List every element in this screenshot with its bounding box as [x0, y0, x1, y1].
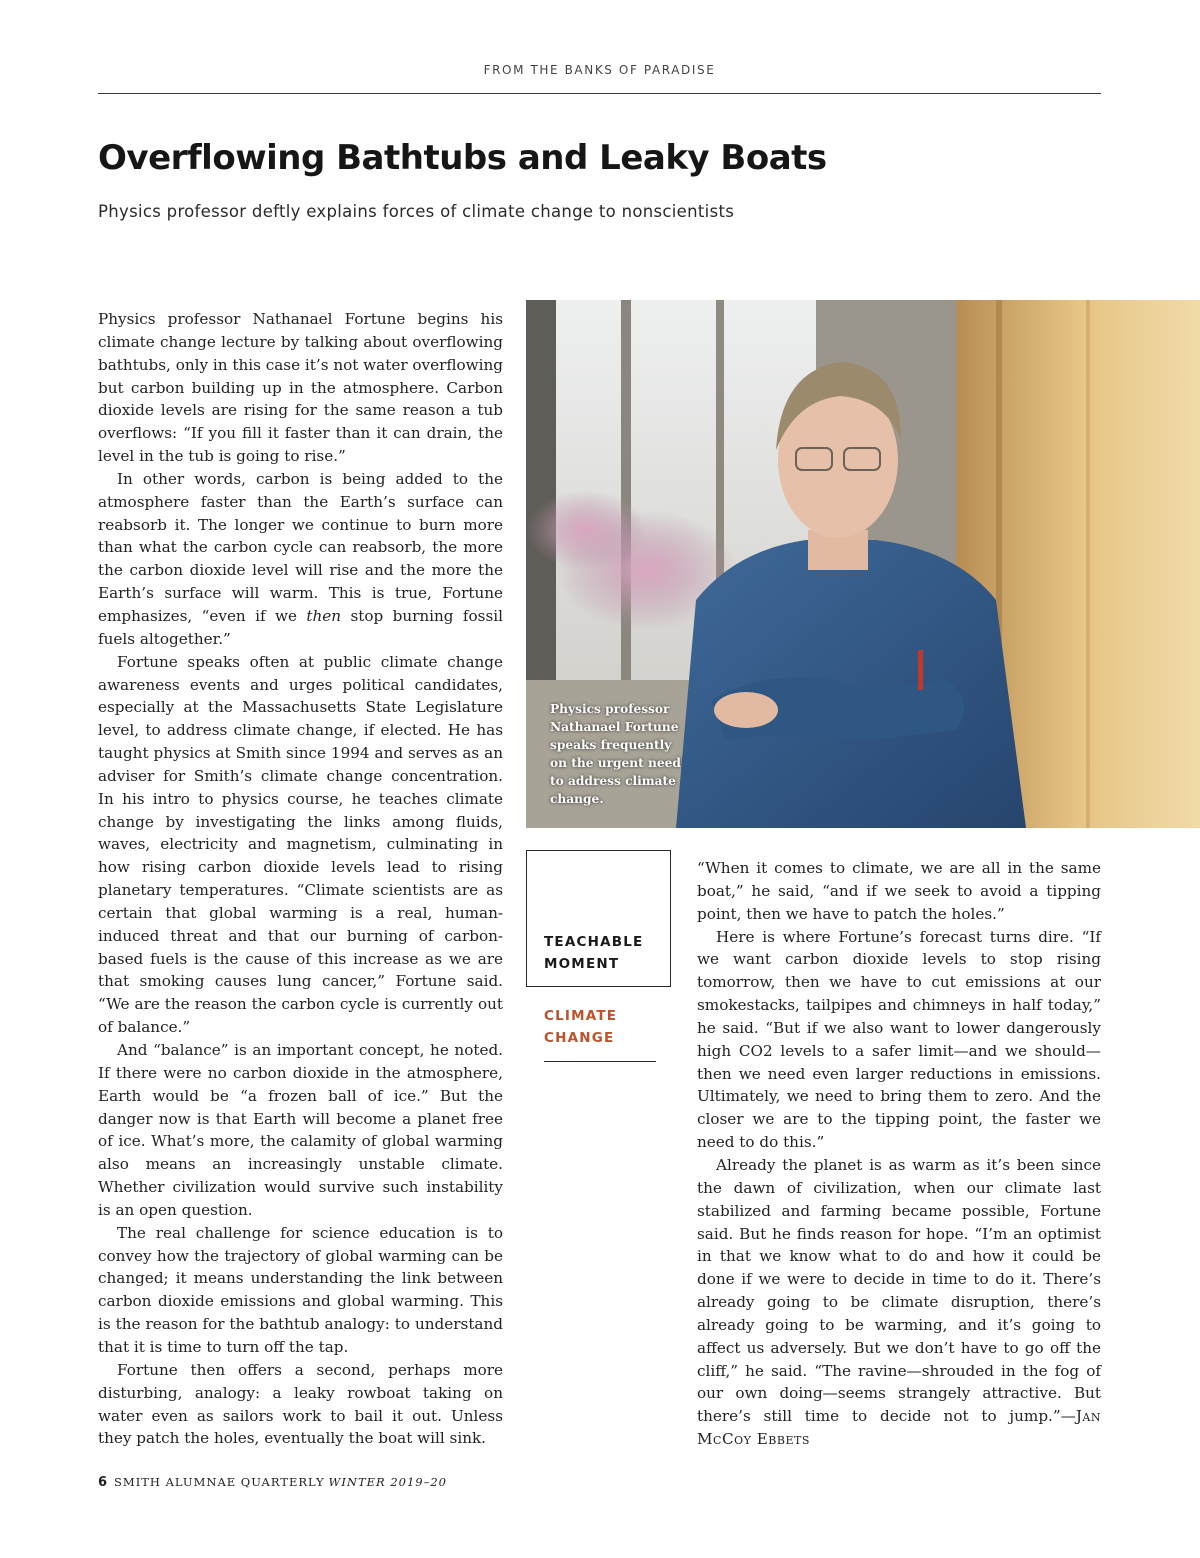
header-rule: [98, 93, 1101, 94]
paragraph: And “balance” is an important concept, he noted. If there were no carbon dioxide in the atmosphere, Earth would be “a frozen ball of ice.” But the danger now is that Earth will become a planet free of ice. What’s more, the calamity of global warming also means an increasingly unstable climate. Whether civilization would survive such instability is an open question.: [98, 1041, 503, 1219]
right-column: [697, 857, 1101, 1451]
portrait-photo: [526, 300, 1200, 828]
sidebar-topic: CLIMATE CHANGE: [544, 1008, 618, 1046]
paragraph: The real challenge for science education is to convey how the trajectory of global warming can be changed; it means understanding the link between carbon dioxide emissions and global warming. This is the reason for the bathtub analogy: to understand that it is time to turn off the tap.: [98, 1223, 503, 1356]
paragraph: Already the planet is as warm as it’s been since the dawn of civilization, when our climate last stabilized and farming became possible, Fortune said. But he finds reason for hope. “I’m an optimist in that we know what to do and how it could be done if we were to decide in time to do it. There’s already going to be climate disruption, there’s already going to be warming, and it’s going to affect us adversely. But we don’t have to go off the cliff,” he said. “The ravine—shrouded in the fog of our own doing—seems strangely attractive. But there’s still time to decide not to jump.”—Jan McCoy Ebbets: [697, 1155, 1101, 1449]
paragraph: Here is where Fortune’s forecast turns dire. “If we want carbon dioxide levels to stop rising tomorrow, then we have to cut emissions at our smokestacks, tailpipes and chimneys in half today,” he said. “But if we also want to lower dangerously high CO2 levels to a safer limit—and we should—then we need even larger reductions in emissions. Ultimately, we need to bring them to zero. And the closer we are to the tipping point, the faster we need to do this.”: [697, 927, 1101, 1152]
paragraph: In other words, carbon is being added to the atmosphere faster than the Earth’s surface can reabsorb it. The longer we continue to burn more than what the carbon cycle can reabsorb, the more the carbon dioxide level will rise and the more the Earth’s surface will warm. This is true, Fortune emphasizes, “even if we then stop burning fossil fuels altogether.”: [98, 469, 503, 648]
publication-name: SMITH ALUMNAE QUARTERLY: [114, 1475, 325, 1489]
page-number: 6: [98, 1475, 109, 1490]
photo-caption: Physics professor Nathanael Fortune speaks frequently on the urgent need to address climate change.: [550, 702, 681, 806]
byline: Jan McCoy Ebbets: [697, 1407, 1101, 1449]
paragraph: Fortune speaks often at public climate change awareness events and urges political candidates, especially at the Massachusetts State Legislature level, to address climate change, if elected. He has taught physics at Smith since 1994 and serves as an adviser for Smith’s climate change concentration. In his intro to physics course, he teaches climate change by investigating the links among fluids, waves, electricity and magnetism, culminating in how rising carbon dioxide levels lead to rising planetary temperatures. “Climate scientists are as certain that global warming is a real, human-induced threat and that our burning of carbon-based fuels is the cause of this increase as we are that smoking causes lung cancer,” Fortune said. “We are the reason the carbon cycle is currently out of balance.”: [98, 652, 503, 1037]
left-column: [98, 308, 503, 1450]
emphasis: then: [306, 606, 342, 625]
running-head: FROM THE BANKS OF PARADISE: [483, 63, 716, 77]
sidebar-rule: [544, 1061, 656, 1062]
page-footer: [98, 1475, 447, 1490]
article-dek: Physics professor deftly explains forces of climate change to nonscientists: [98, 202, 735, 221]
issue-date: WINTER 2019–20: [328, 1475, 448, 1489]
paragraph: Physics professor Nathanael Fortune begins his climate change lecture by talking about overflowing bathtubs, only in this case it’s not water overflowing but carbon building up in the atmosphere. Carbon dioxide levels are rising for the same reason a tub overflows: “If you fill it faster than it can drain, the level in the tub is going to rise.”: [98, 310, 504, 466]
sidebar-heading: TEACHABLE MOMENT: [544, 934, 644, 972]
paragraph: Fortune then offers a second, perhaps more disturbing, analogy: a leaky rowboat taking on water even as sailors work to bail it out. Unless they patch the holes, eventually the boat will sink.: [98, 1360, 503, 1448]
paragraph: “When it comes to climate, we are all in the same boat,” he said, “and if we seek to avoid a tipping point, then we have to patch the holes.”: [697, 859, 1101, 923]
article-title: Overflowing Bathtubs and Leaky Boats: [98, 138, 827, 178]
